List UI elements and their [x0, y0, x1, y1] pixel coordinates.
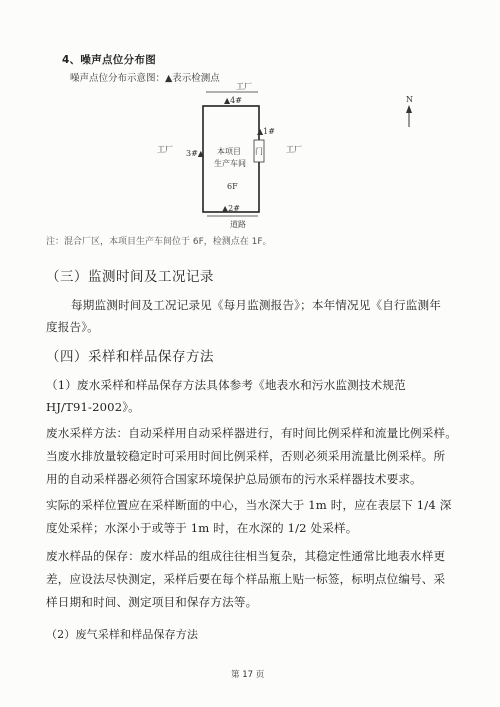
point-1-label: ▲1#	[257, 127, 275, 136]
storage-line2: 差，应设法尽快测定，采样后要在每个样品瓶上贴一标签，标明点位编号、采	[46, 572, 446, 586]
diagram-note: 注：混合厂区，本项目生产车间位于 6F，检测点在 1F。	[46, 237, 272, 247]
storage-line3: 样日期和时间、测定项目和保存方法等。	[46, 595, 258, 609]
section-3-para-line1: 每期监测时间及工况记录见《每月监测报告》；本年情况见《自行监测年	[71, 298, 442, 312]
item2-heading: （2）废气采样和样品保存方法	[46, 628, 199, 641]
factory-top-label: 工厂	[236, 82, 252, 91]
road-label: 道路	[230, 220, 246, 229]
north-label: N	[406, 95, 413, 104]
section-heading-noise-map: 4、噪声点位分布图	[62, 54, 157, 66]
point-2-label: ▲2#	[222, 204, 240, 213]
gate-label: 门	[255, 147, 263, 156]
diagram-caption: 噪声点位分布示意图：▲表示检测点	[70, 73, 220, 84]
section-3-para-line2: 度报告》。	[46, 320, 99, 334]
position-line2: 度处采样；水深小于或等于 1m 时，在水深的 1/2 处采样。	[46, 521, 358, 535]
page-number: 第 17 页	[231, 670, 265, 680]
item1-line1: （1）废水采样和样品保存方法具体参考《地表水和污水监测技术规范	[46, 378, 406, 392]
method-line1: 废水采样方法：自动采样用自动采样器进行，有时间比例采样和流量比例采样。	[46, 426, 458, 440]
floor-label: 6F	[227, 182, 238, 191]
section-4-heading: （四）采样和样品保存方法	[46, 349, 214, 365]
factory-left-label: 工厂	[157, 145, 173, 154]
method-line3: 用的自动采样器必须符合国家环境保护总局颁布的污水采样器技术要求。	[46, 472, 422, 486]
factory-right-label: 工厂	[286, 145, 302, 154]
point-4-label: ▲4#	[224, 96, 242, 105]
building-label-line1: 本项目	[217, 147, 241, 156]
north-arrow-icon	[406, 105, 412, 113]
noise-point-diagram	[0, 0, 500, 235]
point-3-label: 3#▲	[186, 149, 204, 158]
building-label-line2: 生产车间	[214, 159, 246, 168]
position-line1: 实际的采样位置应在采样断面的中心，当水深大于 1m 时，应在表层下 1/4 深	[46, 498, 452, 512]
section-3-heading: （三）监测时间及工况记录	[46, 269, 214, 285]
item1-line2: HJ/T91-2002》。	[46, 400, 140, 414]
method-line2: 当废水排放量较稳定时可采用时间比例采样，否则必须采用流量比例采样。所	[46, 449, 446, 463]
storage-line1: 废水样品的保存：废水样品的组成往往相当复杂，其稳定性通常比地表水样更	[46, 549, 446, 563]
